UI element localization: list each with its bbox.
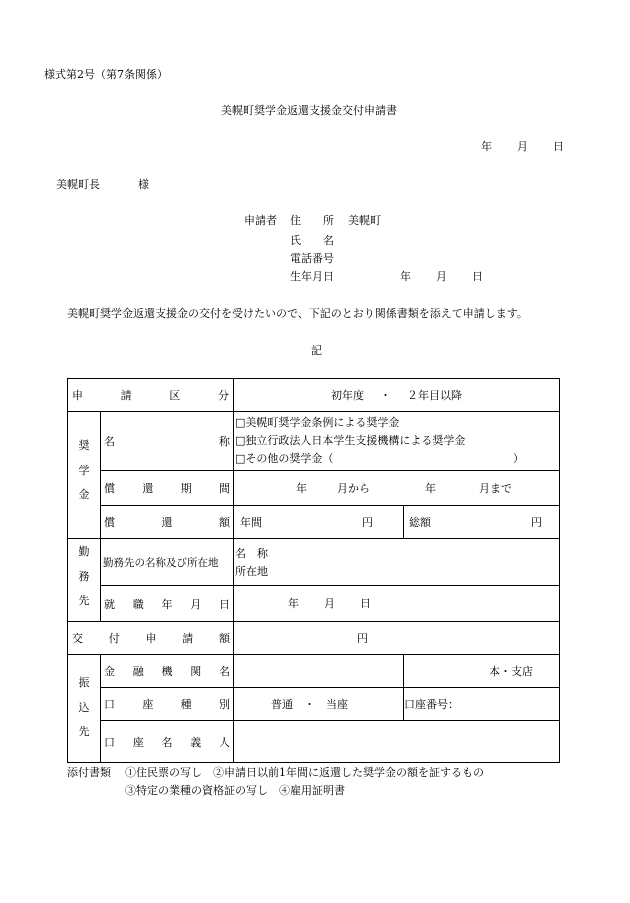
employment-month: 月 bbox=[324, 597, 335, 610]
total-label: 総額 bbox=[409, 516, 431, 529]
phone-label: 電話番号 bbox=[290, 252, 334, 265]
grant-yen: 円 bbox=[357, 632, 368, 645]
addressee-honorific: 様 bbox=[138, 178, 149, 191]
annual-label: 年間 bbox=[240, 516, 262, 529]
category-label: 申 請 区 分 bbox=[72, 389, 229, 402]
birth-day: 日 bbox=[472, 270, 483, 283]
scholarship-option-other: □その他の奨学金（ bbox=[235, 452, 334, 465]
branch-label: 本・支店 bbox=[489, 665, 533, 678]
period-month-to: 月まで bbox=[479, 482, 512, 495]
work-name-label: 名 称 bbox=[235, 547, 268, 560]
work-label: 勤務先の名称及び所在地 bbox=[103, 556, 219, 569]
category-options: 初年度 ・ ２年目以降 bbox=[331, 389, 462, 402]
scholarship-name-label: 名 称 bbox=[104, 435, 230, 448]
attachments-line-2: ③特定の業種の資格証の写し ④雇用証明書 bbox=[125, 784, 345, 797]
addressee-name: 美幌町長 bbox=[56, 178, 100, 191]
period-year-to: 年 bbox=[425, 482, 436, 495]
grant-amount-label: 交 付 申 請 額 bbox=[72, 632, 230, 645]
employment-date-label: 就 職 年 月 日 bbox=[104, 597, 230, 611]
account-holder-label: 口 座 名 義 人 bbox=[104, 735, 230, 749]
transfer-group-label: 振 込 先 bbox=[78, 676, 90, 738]
birth-year: 年 bbox=[400, 270, 411, 283]
repayment-amount-label: 償 還 額 bbox=[104, 516, 230, 529]
page-title: 美幌町奨学金返還支援金交付申請書 bbox=[221, 104, 397, 117]
work-address-label: 所在地 bbox=[235, 565, 268, 578]
birth-month: 月 bbox=[436, 270, 447, 283]
address-value: 美幌町 bbox=[348, 214, 381, 227]
attachments-line-1: ①住民票の写し ②申請日以前1年間に返還した奨学金の額を証するもの bbox=[125, 766, 484, 779]
work-group-label: 勤 務 先 bbox=[78, 545, 90, 607]
account-type-label: 口 座 種 別 bbox=[104, 698, 230, 711]
account-type-value: 普通 ・ 当座 bbox=[271, 698, 348, 711]
name-label: 氏 名 bbox=[290, 234, 334, 247]
account-number-label: 口座番号： bbox=[404, 698, 459, 711]
repayment-period-label: 償 還 期 間 bbox=[104, 482, 230, 495]
birth-label: 生年月日 bbox=[290, 270, 334, 283]
form-number: 様式第2号（第7条関係） bbox=[44, 68, 168, 81]
date-day: 日 bbox=[553, 140, 564, 153]
ki-label: 記 bbox=[311, 344, 322, 357]
period-month-from: 月から bbox=[337, 482, 370, 495]
period-year-from: 年 bbox=[296, 482, 307, 495]
date-year: 年 bbox=[481, 140, 492, 153]
scholarship-group-label: 奨 学 金 bbox=[78, 439, 90, 501]
date-month: 月 bbox=[517, 140, 528, 153]
scholarship-option-town: □美幌町奨学金条例による奨学金 bbox=[235, 416, 400, 429]
intro-text: 美幌町奨学金返還支援金の交付を受けたいので、下記のとおり関係書類を添えて申請します。 bbox=[67, 307, 528, 320]
scholarship-option-jasso: □独立行政法人日本学生支援機構による奨学金 bbox=[235, 434, 466, 447]
scholarship-close-paren: ） bbox=[513, 452, 524, 465]
bank-name-label: 金 融 機 関 名 bbox=[104, 665, 230, 678]
employment-year: 年 bbox=[288, 597, 299, 610]
total-yen: 円 bbox=[531, 516, 542, 529]
employment-day: 日 bbox=[360, 597, 371, 610]
attachments-label: 添付書類 bbox=[67, 766, 111, 779]
address-label: 住 所 bbox=[290, 214, 334, 227]
annual-yen: 円 bbox=[362, 516, 373, 529]
applicant-label: 申請者 bbox=[244, 214, 277, 227]
